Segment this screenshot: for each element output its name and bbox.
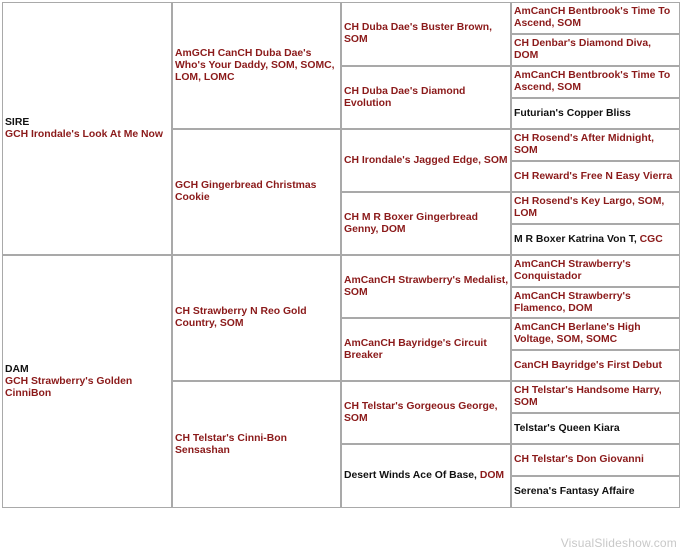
- g4-cell-9: [511, 255, 680, 287]
- sire-name[interactable]: GCH Irondale's Look At Me Now: [5, 128, 163, 140]
- dam-cell: [2, 255, 172, 508]
- g4-cell-12: [511, 350, 680, 381]
- dam-sire-name[interactable]: CH Strawberry N Reo Gold Country, SOM: [175, 306, 307, 329]
- dam-dam-cell: [172, 381, 341, 508]
- g4-name-5[interactable]: CH Rosend's After Midnight, SOM: [514, 133, 655, 156]
- sire-cell: [2, 2, 172, 255]
- g3-name-4[interactable]: CH M R Boxer Gingerbread Genny, DOM: [344, 211, 478, 235]
- g4-cell-7: [511, 192, 680, 224]
- g3-cell-3: [341, 129, 511, 192]
- sire-label: SIRE: [5, 116, 30, 128]
- g4-cell-10: [511, 287, 680, 318]
- g3-cell-4: [341, 192, 511, 255]
- g4-cell-1: [511, 2, 680, 34]
- g3-name-6[interactable]: AmCanCH Bayridge's Circuit Breaker: [344, 337, 487, 361]
- g4-cell-15: [511, 444, 680, 476]
- g3-cell-6: [341, 318, 511, 381]
- g3-name-5[interactable]: AmCanCH Strawberry's Medalist, SOM: [344, 274, 509, 298]
- g4-cell-3: [511, 66, 680, 98]
- dam-sire-cell: [172, 255, 341, 381]
- g4-name-7[interactable]: CH Rosend's Key Largo, SOM, LOM: [514, 196, 665, 219]
- g4-name-8[interactable]: M R Boxer Katrina Von T,: [514, 233, 637, 245]
- g3-name-3[interactable]: CH Irondale's Jagged Edge, SOM: [344, 154, 508, 166]
- g4-name-1[interactable]: AmCanCH Bentbrook's Time To Ascend, SOM: [514, 6, 671, 29]
- g3-cell-7: [341, 381, 511, 444]
- g4-cell-6: [511, 161, 680, 192]
- g4-cell-14: [511, 413, 680, 444]
- g3-name-2[interactable]: CH Duba Dae's Diamond Evolution: [344, 85, 466, 109]
- g4-cell-5: [511, 129, 680, 161]
- dam-dam-name[interactable]: CH Telstar's Cinni-Bon Sensashan: [175, 432, 287, 456]
- g3-suffix-8: DOM: [479, 470, 505, 481]
- g4-cell-2: [511, 34, 680, 66]
- g4-name-10[interactable]: AmCanCH Strawberry's Flamenco, DOM: [514, 290, 631, 314]
- g3-cell-2: [341, 66, 511, 129]
- g4-name-12[interactable]: CanCH Bayridge's First Debut: [514, 359, 662, 371]
- g3-cell-5: [341, 255, 511, 318]
- sire-sire-name[interactable]: AmGCH CanCH Duba Dae's Who's Your Daddy, SOM, SOMC, LOM, LOMC: [175, 47, 335, 83]
- watermark: VisualSlideshow.com: [560, 536, 677, 550]
- g3-cell-1: [341, 2, 511, 66]
- pedigree-chart: [2, 2, 680, 508]
- g3-cell-8: [341, 444, 511, 508]
- g4-name-3[interactable]: AmCanCH Bentbrook's Time To Ascend, SOM: [514, 70, 671, 93]
- g4-name-6[interactable]: CH Reward's Free N Easy Vierra: [514, 170, 673, 182]
- sire-dam-name[interactable]: GCH Gingerbread Christmas Cookie: [175, 180, 317, 203]
- g4-cell-13: [511, 381, 680, 413]
- dam-name[interactable]: GCH Strawberry's Golden CinniBon: [5, 375, 133, 399]
- g3-name-1[interactable]: CH Duba Dae's Buster Brown, SOM: [344, 22, 492, 45]
- g4-name-4[interactable]: Futurian's Copper Bliss: [514, 107, 631, 119]
- g4-name-16[interactable]: Serena's Fantasy Affaire: [514, 486, 635, 497]
- sire-sire-cell: [172, 2, 341, 129]
- g4-suffix-8: CGC: [639, 233, 663, 245]
- g3-name-8[interactable]: Desert Winds Ace Of Base,: [344, 470, 477, 481]
- sire-dam-cell: [172, 129, 341, 255]
- g4-name-9[interactable]: AmCanCH Strawberry's Conquistador: [514, 259, 631, 282]
- g4-cell-11: [511, 318, 680, 350]
- g4-name-11[interactable]: AmCanCH Berlane's High Voltage, SOM, SOMC: [514, 322, 641, 345]
- g4-name-14[interactable]: Telstar's Queen Kiara: [514, 422, 620, 434]
- g4-name-15[interactable]: CH Telstar's Don Giovanni: [514, 454, 644, 465]
- g4-cell-4: [511, 98, 680, 129]
- g4-name-13[interactable]: CH Telstar's Handsome Harry, SOM: [514, 385, 662, 408]
- g4-cell-16: [511, 476, 680, 508]
- dam-label: DAM: [5, 363, 29, 375]
- g4-cell-8: [511, 224, 680, 255]
- g4-name-2[interactable]: CH Denbar's Diamond Diva, DOM: [514, 38, 652, 61]
- g3-name-7[interactable]: CH Telstar's Gorgeous George, SOM: [344, 400, 498, 424]
